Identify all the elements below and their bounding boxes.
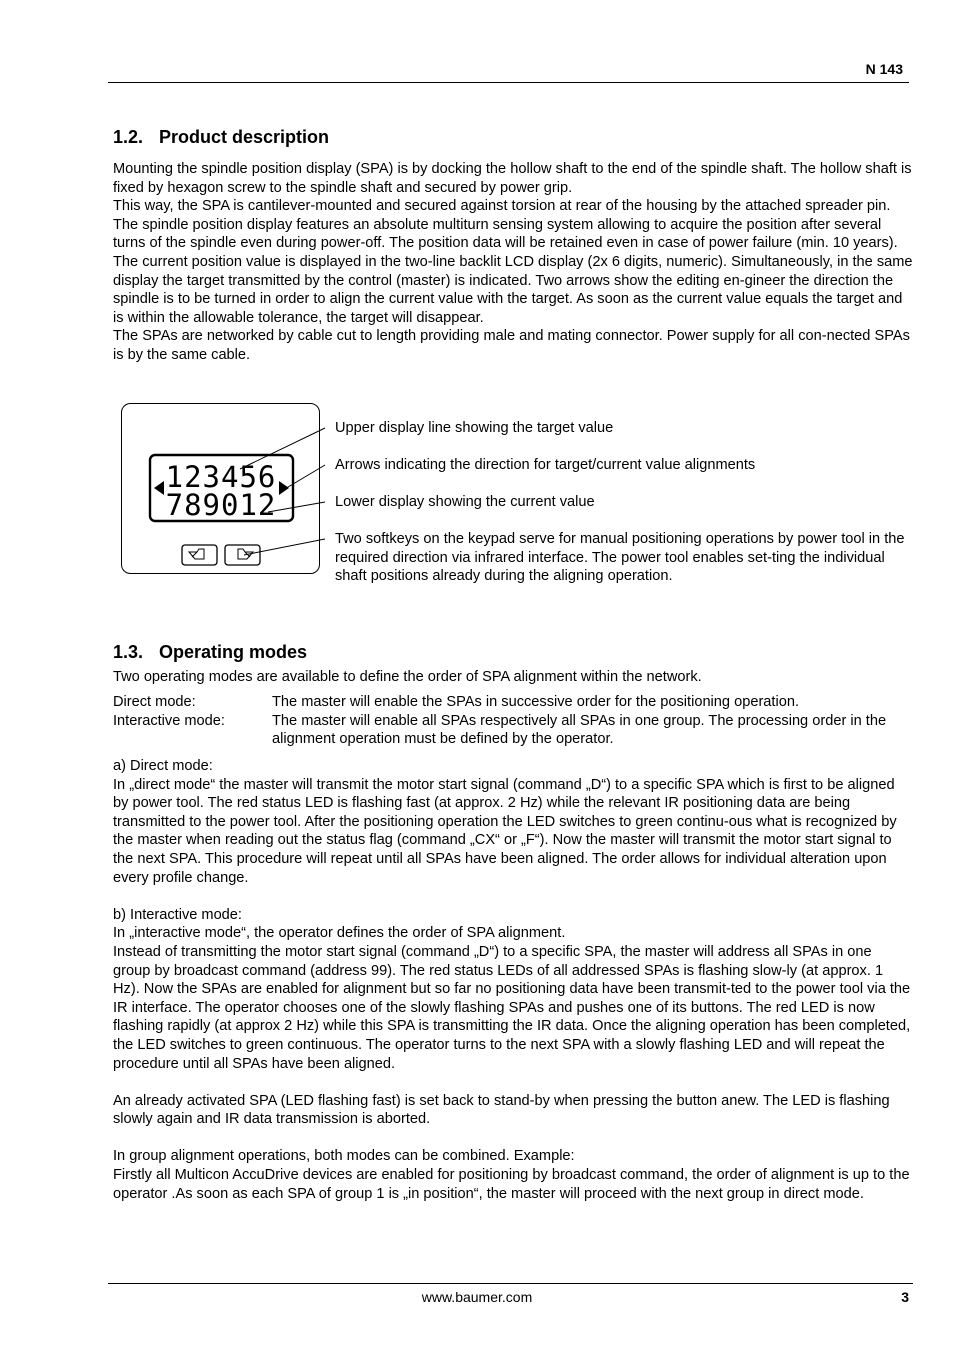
section-number: 1.2. (113, 127, 144, 147)
callout-arrows: Arrows indicating the direction for target/current value alignments (335, 457, 756, 473)
leader-line-lower (268, 502, 325, 512)
mode-label: Interactive mode: (113, 712, 225, 729)
modes-definition-list (113, 693, 913, 749)
interactive-mode-line: In „interactive mode“, the operator defines the order of SPA alignment. (113, 925, 566, 942)
paragraph: The SPAs are networked by cable cut to length providing male and mating connector. Power supply for all con-nected SPAs is by the same cable. (113, 328, 910, 363)
leader-line-upper (240, 428, 325, 469)
document-number: N 143 (865, 61, 903, 77)
interactive-mode-text: Instead of transmitting the motor start signal (command „D“) to a specific SPA, the master will address all SPAs in one group by broadcast command (address 99). The red status LEDs of all addressed SPAs is flashing slow-ly (at approx. 1 Hz). Now the SPAs are enabled for alignment but so far no positioning data have been transmit-ted to the power tool via the IR interface. The operator chooses one of the slowly flashing SPAs and pushes one of its buttons. The red LED is now flashing rapidly (at approx 2 Hz) while this SPA is transmitting the IR data. Once the aligning operation has been completed, the LED switches to green continuous. The operator turns to the next SPA with a slowly flashing LED and will repeat the procedure until all SPAs have been aligned. (113, 943, 911, 1072)
leader-line-softkeys (244, 539, 325, 555)
mode-row (113, 693, 913, 712)
lcd-lower-line: 789012 (165, 488, 277, 522)
lcd-upper-line: 123456 (165, 460, 277, 494)
interactive-mode-heading: b) Interactive mode: (113, 906, 242, 923)
section-title: Operating modes (159, 642, 308, 662)
page-number: 3 (901, 1289, 909, 1305)
operating-modes-intro: Two operating modes are available to define the order of SPA alignment within the network. (113, 669, 702, 685)
callout-upper-display: Upper display line showing the target value (335, 420, 614, 436)
mode-description: The master will enable all SPAs respectively all SPAs in one group. The processing order in the alignment operation must be defined by the operator. (272, 712, 887, 748)
callout-softkeys: Two softkeys on the keypad serve for manual positioning operations by power tool in the required direction via infrared interface. The power tool enables set-ting the individual shaft positions already during the aligning operation. (335, 531, 905, 585)
section-title: Product description (159, 127, 330, 147)
section-heading-operating-modes (113, 641, 307, 663)
mode-description: The master will enable the SPAs in successive order for the positioning operation. (272, 694, 799, 710)
paragraph: This way, the SPA is cantilever-mounted and secured against torsion at rear of the housing by the attached spreader pin. The spindle position display features an absolute multiturn sensing system allowing to acquire the position after several turns of the spindle even during power-off. The position data will be retained even in case of power failure (min. 10 years). (113, 198, 898, 252)
paragraph: Mounting the spindle position display (SPA) is by docking the hollow shaft to the end of the spindle shaft. The hollow shaft is fixed by hexagon screw to the spindle shaft and secured by power grip. (113, 161, 912, 196)
reset-text: An already activated SPA (LED flashing fast) is set back to stand-by when pressing the button anew. The LED is flashing slowly again and IR data transmission is aborted. (113, 1092, 890, 1128)
direct-mode-text: In „direct mode“ the master will transmit the motor start signal (command „D“) to a specific SPA which is first to be aligned by power tool. The red status LED is flashing fast (at approx. 2 Hz) while the relevant IR positioning data are being transmitted to the power tool. After the positioning operation the LED switches to green continu-ous what is recognized by the master when reading out the status flag (command „CX“ or „F“). Now the master will transmit the motor start signal to the next SPA. This procedure will repeat until all SPAs have been aligned. The order allows for individual alteration upon every profile change. (113, 776, 897, 886)
direct-mode-heading: a) Direct mode: (113, 758, 213, 774)
footer-rule (108, 1283, 913, 1284)
mode-label: Direct mode: (113, 694, 196, 710)
paragraph: The current position value is displayed in the two-line backlit LCD display (2x 6 digits, numeric). Simultaneously, in the same display the target transmitted by the control (master) is indicated. Two arrows show the editing en-gineer the direction the spindle is to be turned in order to align the current value with the target. As soon as the current value equals the target and is within the allowable tolerance, the target will disappear. (113, 253, 913, 326)
footer-website: www.baumer.com (421, 1289, 533, 1305)
callout-lower-display: Lower display showing the current value (335, 494, 595, 510)
leader-line-arrows (283, 465, 325, 490)
group-alignment-line: In group alignment operations, both modes can be combined. Example: (113, 1148, 575, 1165)
section-number: 1.3. (113, 642, 144, 662)
modes-detail-body (113, 757, 913, 1203)
group-alignment-text: Firstly all Multicon AccuDrive devices are enabled for positioning by broadcast command, the order of alignment is up to the operator .As soon as each SPA of group 1 is „in position“, the master will proceed with the next group in direct mode. (113, 1167, 910, 1202)
mode-row (113, 712, 913, 749)
